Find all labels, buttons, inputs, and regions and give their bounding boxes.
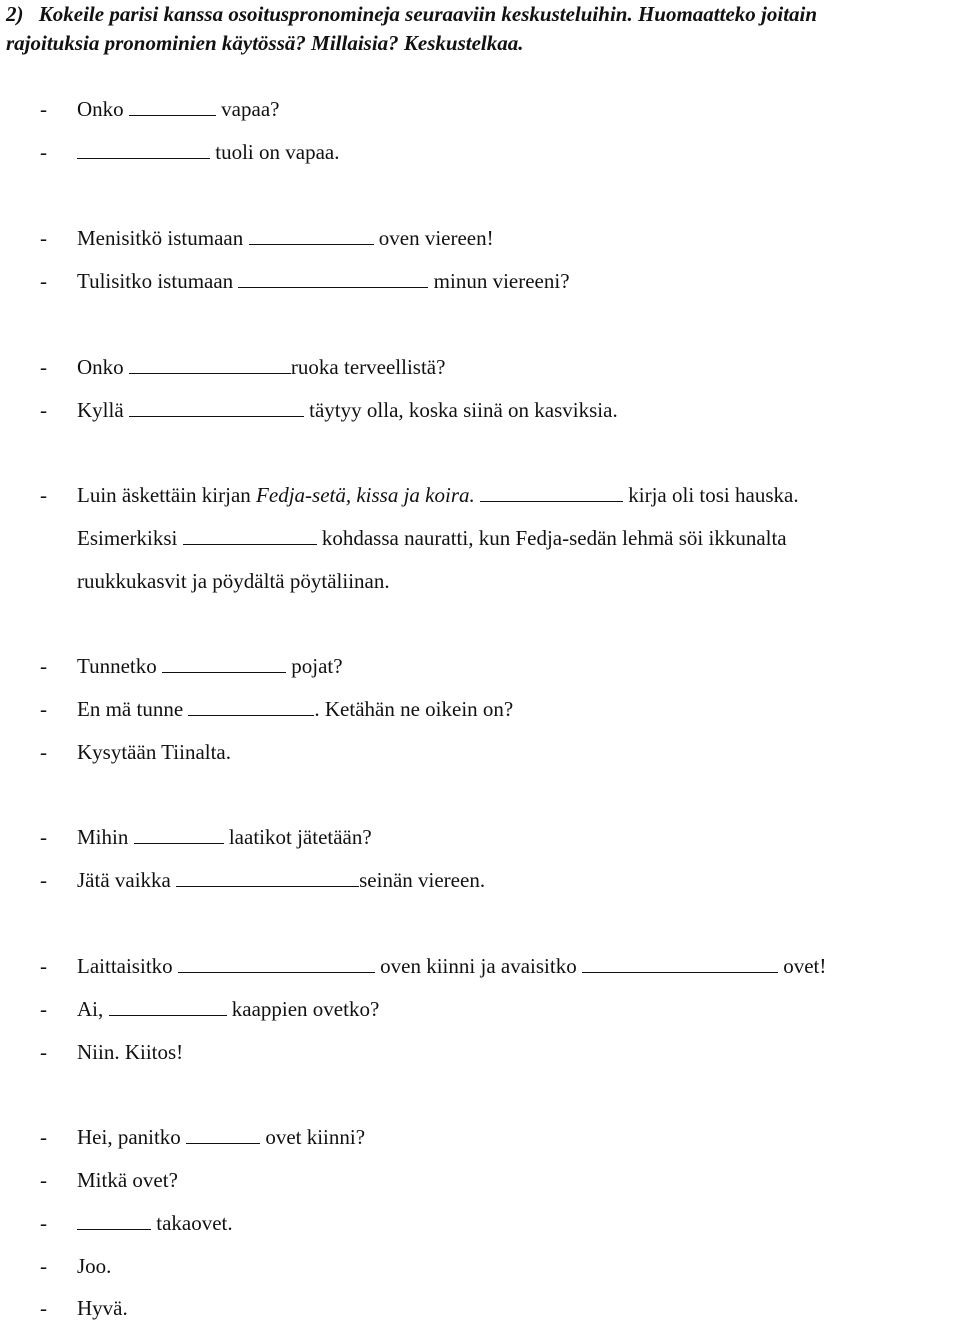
fill-blank[interactable] [77, 1210, 151, 1230]
fill-blank[interactable] [176, 867, 359, 887]
fill-blank[interactable] [238, 268, 428, 288]
fill-blank[interactable] [129, 354, 291, 374]
instruction-line-1: Kokeile parisi kanssa osoituspronomineja seuraaviin keskusteluihin. Huomaatteko joitain [38, 2, 818, 26]
fill-blank[interactable] [183, 525, 317, 545]
fill-blank[interactable] [129, 397, 304, 417]
instruction-line-2: rajoituksia pronominien käytössä? Millaisia? Keskustelkaa. [6, 31, 524, 55]
exercise-instruction [6, 0, 956, 58]
fill-blank[interactable] [134, 824, 224, 844]
fill-blank[interactable] [129, 96, 216, 116]
fill-blank[interactable] [186, 1124, 260, 1144]
fill-blank[interactable] [249, 225, 374, 245]
fill-blank[interactable] [162, 653, 286, 673]
fill-blank[interactable] [480, 482, 623, 502]
exercise-number: 2) [6, 2, 24, 26]
fill-blank[interactable] [178, 953, 375, 973]
book-title: Fedja-setä, kissa ja koira. [256, 483, 475, 507]
fill-blank[interactable] [109, 996, 227, 1016]
fill-blank[interactable] [77, 139, 210, 159]
fill-blank[interactable] [582, 953, 778, 973]
fill-blank[interactable] [188, 696, 314, 716]
